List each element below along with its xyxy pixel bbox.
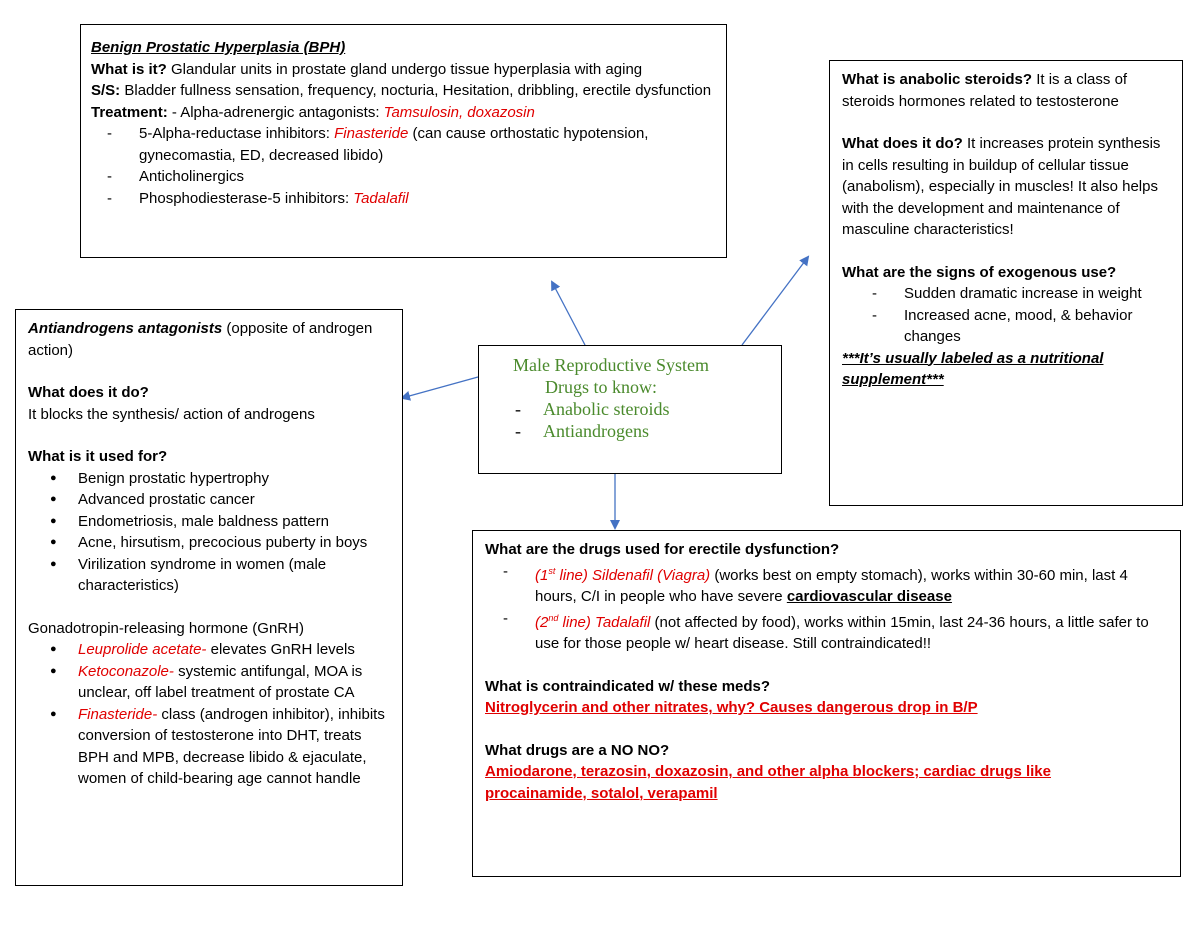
ed-drug-line: - (1st line) Sildenafil (Viagra) (works best on empty stomach), works within 30-60 min, last 4 hours, C/I in people who have severe cardiovascular disease xyxy=(495,561,1170,608)
bph-treatment-item: - Phosphodiesterase-5 inhibitors: Tadalafil xyxy=(99,188,716,210)
anti-title: Antiandrogens antagonists (opposite of androgen action) xyxy=(28,320,373,359)
bph-title: Benign Prostatic Hyperplasia (BPH) xyxy=(91,39,346,56)
anti-use: ● Benign prostatic hypertrophy xyxy=(28,468,392,490)
arrow-to-bph xyxy=(552,282,585,345)
ed-q3: What drugs are a NO NO? xyxy=(485,741,670,759)
ed-a2: Nitroglycerin and other nitrates, why? Causes dangerous drop in B/P xyxy=(485,699,978,716)
anti-q2: What is it used for? xyxy=(28,448,168,465)
center-item: - Antiandrogens xyxy=(515,421,649,441)
anabolic-sign: - Sudden dramatic increase in weight xyxy=(864,283,1172,305)
center-item: - Anabolic steroids xyxy=(515,399,670,419)
arrow-to-anabolic xyxy=(742,257,808,345)
anti-drug: ● Finasteride- class (androgen inhibitor), inhibits conversion of testosterone into DHT, treats BPH and MPB, decrease libido & ejaculate, women of child-bearing age cannot handle xyxy=(28,704,392,790)
bph-what: What is it? Glandular units in prostate gland undergo tissue hyperplasia with aging xyxy=(91,60,643,78)
center-subtitle: Drugs to know: xyxy=(545,377,657,397)
anabolic-q2: What does it do? It increases protein synthesis in cells resulting in buildup of cellular tissue (anabolism), especially in muscles! It also helps with the development and maintenance of masculine characteristics! xyxy=(842,135,1161,238)
center-box xyxy=(478,345,782,474)
ed-q1: What are the drugs used for erectile dysfunction? xyxy=(485,541,840,558)
bph-treatment-item: - 5-Alpha-reductase inhibitors: Finasteride (can cause orthostatic hypotension, gynecomastia, ED, decreased libido) xyxy=(99,123,716,166)
anti-q1: What does it do? xyxy=(28,384,149,401)
ed-a3: Amiodarone, terazosin, doxazosin, and other alpha blockers; cardiac drugs like procainamide, sotalol, verapamil xyxy=(485,763,1051,802)
bph-treatment-item: - Anticholinergics xyxy=(99,166,716,188)
ed-q2: What is contraindicated w/ these meds? xyxy=(485,677,771,695)
arrow-to-antiandrogens xyxy=(402,377,478,398)
bph-treatment: Treatment: - Alpha-adrenergic antagonists: Tamsulosin, doxazosin xyxy=(91,103,535,121)
anabolic-q1: What is anabolic steroids? It is a class of steroids hormones related to testosterone xyxy=(842,71,1128,110)
anti-a1: It blocks the synthesis/ action of androgens xyxy=(28,405,315,423)
anabolic-box xyxy=(829,60,1183,506)
anti-drug: ● Ketoconazole- systemic antifungal, MOA is unclear, off label treatment of prostate CA xyxy=(28,661,392,704)
bph-box xyxy=(80,24,727,258)
anti-use: ● Acne, hirsutism, precocious puberty in boys xyxy=(28,532,392,554)
ed-box xyxy=(472,530,1181,877)
center-title: Male Reproductive System xyxy=(513,355,709,375)
anti-drug: ● Leuprolide acetate- elevates GnRH levels xyxy=(28,639,392,661)
antiandrogens-box xyxy=(15,309,403,886)
anabolic-sign: - Increased acne, mood, & behavior changes xyxy=(864,305,1172,348)
anabolic-q3: What are the signs of exogenous use? xyxy=(842,263,1117,281)
anti-use: ● Advanced prostatic cancer xyxy=(28,489,392,511)
anti-use: ● Endometriosis, male baldness pattern xyxy=(28,511,392,533)
bph-ss: S/S: Bladder fullness sensation, frequency, nocturia, Hesitation, dribbling, erectile dysfunction xyxy=(91,82,712,99)
ed-drug-line: - (2nd line) Tadalafil (not affected by food), works within 15min, last 24-36 hours, a little safer to use for those people w/ heart disease. Still contraindicated!! xyxy=(495,608,1170,655)
anabolic-note: ***It’s usually labeled as a nutritional supplement*** xyxy=(842,349,1104,388)
anti-gnrh: Gonadotropin-releasing hormone (GnRH) xyxy=(28,619,304,637)
anti-use: ● Virilization syndrome in women (male characteristics) xyxy=(28,554,392,597)
